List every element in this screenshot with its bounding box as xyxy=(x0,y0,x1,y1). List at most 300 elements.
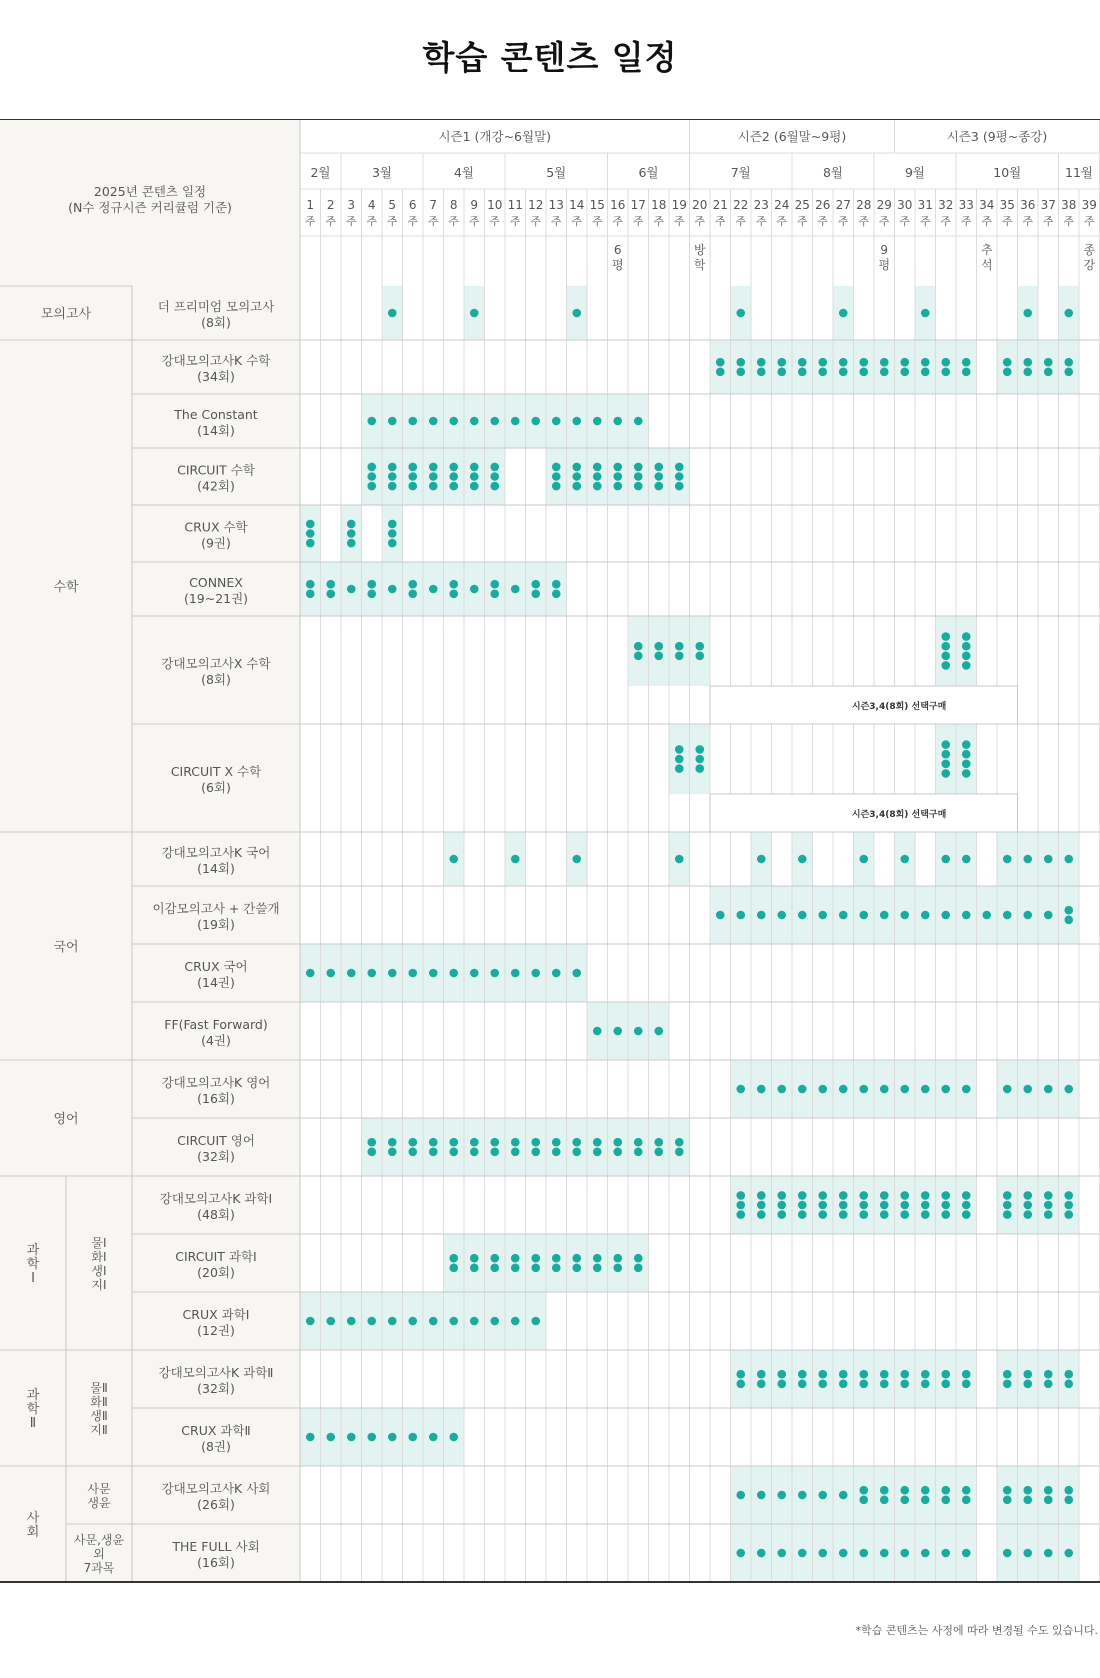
schedule-dot xyxy=(470,1264,479,1273)
schedule-dot xyxy=(593,1138,602,1147)
schedule-dot xyxy=(449,580,458,589)
schedule-dot xyxy=(449,1264,458,1273)
schedule-dot xyxy=(1064,1496,1073,1505)
week-number-label: 11 xyxy=(507,198,523,212)
highlight-cell xyxy=(546,1234,567,1292)
schedule-dot xyxy=(490,472,499,481)
highlight-cell xyxy=(1018,1466,1039,1524)
row-name-label: CRUX 국어 xyxy=(184,959,248,974)
schedule-dot xyxy=(593,1027,602,1036)
schedule-dot xyxy=(777,1549,786,1558)
schedule-dot xyxy=(941,652,950,661)
schedule-dot xyxy=(654,1148,663,1157)
schedule-dot xyxy=(962,750,971,759)
schedule-dot xyxy=(367,969,376,978)
highlight-cell xyxy=(444,1234,465,1292)
schedule-dot xyxy=(921,368,930,377)
highlight-cell xyxy=(403,1118,424,1176)
schedule-dot xyxy=(962,1549,971,1558)
schedule-dot xyxy=(675,764,684,773)
schedule-dot xyxy=(757,1380,766,1389)
group-label: 모의고사 xyxy=(40,307,92,322)
week-suffix-label: 주 xyxy=(489,215,501,228)
schedule-dot xyxy=(613,1254,622,1263)
subgroup-label: 화Ⅰ xyxy=(91,1250,107,1264)
schedule-dot xyxy=(880,1201,889,1210)
schedule-dot xyxy=(470,482,479,491)
schedule-dot xyxy=(429,969,438,978)
week-number-label: 39 xyxy=(1081,198,1097,212)
schedule-dot xyxy=(941,1201,950,1210)
schedule-dot xyxy=(470,1254,479,1263)
schedule-dot xyxy=(511,855,520,864)
highlight-cell xyxy=(649,1118,670,1176)
schedule-dot xyxy=(859,1496,868,1505)
highlight-cell xyxy=(1038,1350,1059,1408)
schedule-dot xyxy=(695,652,704,661)
week-suffix-label: 주 xyxy=(776,215,788,228)
schedule-dot xyxy=(962,1201,971,1210)
highlight-cell xyxy=(772,1350,793,1408)
highlight-cell xyxy=(1018,340,1039,394)
schedule-dot xyxy=(552,1138,561,1147)
schedule-dot xyxy=(736,358,745,367)
subgroup-label: 생윤 xyxy=(87,1496,111,1510)
week-suffix-label: 주 xyxy=(1063,215,1075,228)
schedule-dot xyxy=(449,1433,458,1442)
schedule-dot xyxy=(941,855,950,864)
schedule-dot xyxy=(593,472,602,481)
schedule-dot xyxy=(388,529,397,538)
highlight-cell xyxy=(362,562,383,616)
schedule-dot xyxy=(1044,1496,1053,1505)
schedule-dot xyxy=(552,463,561,472)
schedule-dot xyxy=(675,745,684,754)
schedule-dot xyxy=(408,969,417,978)
schedule-dot xyxy=(1023,1201,1032,1210)
schedule-dot xyxy=(593,1254,602,1263)
schedule-dot xyxy=(449,463,458,472)
schedule-dot xyxy=(962,661,971,670)
schedule-dot xyxy=(1044,368,1053,377)
week-suffix-label: 주 xyxy=(1083,215,1095,228)
schedule-dot xyxy=(675,463,684,472)
schedule-dot xyxy=(634,1027,643,1036)
schedule-dot xyxy=(777,358,786,367)
schedule-dot xyxy=(531,1254,540,1263)
schedule-dot xyxy=(1044,1085,1053,1094)
week-number-label: 18 xyxy=(651,198,667,212)
schedule-dot xyxy=(839,1549,848,1558)
week-suffix-label: 주 xyxy=(837,215,849,228)
schedule-dot xyxy=(572,472,581,481)
schedule-dot xyxy=(675,1138,684,1147)
highlight-cell xyxy=(833,1350,854,1408)
schedule-dot xyxy=(429,1433,438,1442)
schedule-dot xyxy=(613,1027,622,1036)
schedule-dot xyxy=(490,969,499,978)
row-name-label: CRUX 과학Ⅱ xyxy=(181,1423,251,1438)
week-number-label: 14 xyxy=(569,198,585,212)
schedule-dot xyxy=(531,969,540,978)
schedule-dot xyxy=(654,652,663,661)
schedule-dot xyxy=(777,1380,786,1389)
schedule-dot xyxy=(757,1549,766,1558)
highlight-cell xyxy=(1059,886,1080,944)
schedule-dot xyxy=(900,1549,909,1558)
highlight-cell xyxy=(464,1118,485,1176)
week-number-label: 22 xyxy=(733,198,749,212)
schedule-dot xyxy=(900,1085,909,1094)
highlight-cell xyxy=(444,562,465,616)
schedule-dot xyxy=(511,585,520,594)
row-count-label: (9권) xyxy=(201,535,231,551)
schedule-dot xyxy=(572,855,581,864)
schedule-dot xyxy=(388,309,397,318)
highlight-cell xyxy=(505,1118,526,1176)
week-suffix-label: 주 xyxy=(817,215,829,228)
week-number-label: 10 xyxy=(487,198,503,212)
week-number-label: 6 xyxy=(408,198,417,212)
highlight-cell xyxy=(1018,1350,1039,1408)
schedule-dot xyxy=(818,1191,827,1200)
schedule-dot xyxy=(511,1254,520,1263)
highlight-cell xyxy=(895,340,916,394)
schedule-dot xyxy=(900,1191,909,1200)
schedule-dot xyxy=(1003,1085,1012,1094)
schedule-dot xyxy=(490,590,499,599)
schedule-dot xyxy=(367,417,376,426)
schedule-dot xyxy=(511,417,520,426)
event-label: 6 xyxy=(613,243,622,257)
schedule-dot xyxy=(880,1191,889,1200)
schedule-dot xyxy=(736,1380,745,1389)
schedule-dot xyxy=(941,1191,950,1200)
schedule-dot xyxy=(470,1317,479,1326)
schedule-dot xyxy=(1044,1486,1053,1495)
schedule-dot xyxy=(449,855,458,864)
schedule-dot xyxy=(798,911,807,920)
highlight-cell xyxy=(321,562,342,616)
schedule-dot xyxy=(1023,1549,1032,1558)
schedule-dot xyxy=(962,1486,971,1495)
week-number-label: 28 xyxy=(856,198,872,212)
schedule-dot xyxy=(408,1148,417,1157)
highlight-cell xyxy=(300,562,321,616)
schedule-dot xyxy=(552,1254,561,1263)
schedule-dot xyxy=(306,520,315,529)
schedule-dot xyxy=(921,1201,930,1210)
label-column-bg xyxy=(0,286,300,1582)
schedule-dot xyxy=(736,1191,745,1200)
schedule-dot xyxy=(1023,1191,1032,1200)
highlight-cell xyxy=(608,1234,629,1292)
week-number-label: 5 xyxy=(388,198,397,212)
schedule-dot xyxy=(839,1085,848,1094)
row-count-label: (4권) xyxy=(201,1033,231,1048)
schedule-dot xyxy=(408,580,417,589)
week-suffix-label: 주 xyxy=(612,215,624,228)
highlight-cell xyxy=(813,1350,834,1408)
highlight-cell xyxy=(485,1118,506,1176)
highlight-cell xyxy=(731,1350,752,1408)
subgroup-label: 물Ⅱ xyxy=(90,1381,108,1395)
schedule-dot xyxy=(1023,911,1032,920)
row-count-label: (42회) xyxy=(197,478,235,494)
highlight-cell xyxy=(895,1466,916,1524)
schedule-dot xyxy=(736,911,745,920)
schedule-dot xyxy=(429,585,438,594)
highlight-cell xyxy=(936,724,957,794)
schedule-dot xyxy=(613,1138,622,1147)
schedule-dot xyxy=(613,1264,622,1273)
week-suffix-label: 주 xyxy=(735,215,747,228)
subgroup-label: 화Ⅱ xyxy=(90,1395,108,1409)
schedule-dot xyxy=(1064,1085,1073,1094)
schedule-dot xyxy=(408,1433,417,1442)
highlight-cell xyxy=(997,1466,1018,1524)
schedule-dot xyxy=(593,417,602,426)
highlight-cell xyxy=(1038,1466,1059,1524)
schedule-dot xyxy=(490,1148,499,1157)
week-suffix-label: 주 xyxy=(981,215,993,228)
schedule-dot xyxy=(490,1264,499,1273)
schedule-dot xyxy=(306,1317,315,1326)
schedule-dot xyxy=(675,482,684,491)
schedule-dot xyxy=(757,368,766,377)
schedule-dot xyxy=(941,1486,950,1495)
group-label: 회 xyxy=(26,1525,40,1540)
group-label: 과 xyxy=(26,1388,40,1403)
highlight-cell xyxy=(915,1466,936,1524)
schedule-dot xyxy=(1044,1549,1053,1558)
group-label: 사 xyxy=(26,1511,40,1526)
schedule-dot xyxy=(408,1138,417,1147)
row-name-label: CIRCUIT X 수학 xyxy=(170,764,262,779)
schedule-dot xyxy=(306,590,315,599)
schedule-dot xyxy=(388,472,397,481)
schedule-dot xyxy=(470,969,479,978)
row-count-label: (20회) xyxy=(197,1265,235,1280)
row-count-label: (19~21권) xyxy=(183,591,249,606)
schedule-dot xyxy=(839,1370,848,1379)
row-name-label: CIRCUIT 영어 xyxy=(177,1133,255,1148)
schedule-dot xyxy=(962,855,971,864)
highlight-cell xyxy=(382,1118,403,1176)
schedule-dot xyxy=(675,642,684,651)
schedule-dot xyxy=(695,642,704,651)
schedule-dot xyxy=(408,590,417,599)
highlight-cell xyxy=(464,1234,485,1292)
row-name-label: CIRCUIT 과학Ⅰ xyxy=(175,1249,257,1264)
schedule-dot xyxy=(470,417,479,426)
week-number-label: 3 xyxy=(347,198,356,212)
schedule-dot xyxy=(490,580,499,589)
schedule-dot xyxy=(449,472,458,481)
schedule-dot xyxy=(654,642,663,651)
group-label: Ⅱ xyxy=(29,1416,37,1431)
schedule-dot xyxy=(531,580,540,589)
schedule-dot xyxy=(531,1148,540,1157)
schedule-dot xyxy=(736,1491,745,1500)
schedule-dot xyxy=(326,1317,335,1326)
highlight-cell xyxy=(895,1350,916,1408)
schedule-dot xyxy=(347,520,356,529)
event-label: 방 xyxy=(693,243,706,257)
schedule-dot xyxy=(736,1549,745,1558)
group-label: 국어 xyxy=(53,940,79,955)
schedule-dot xyxy=(593,463,602,472)
schedule-dot xyxy=(572,1148,581,1157)
month-label: 6월 xyxy=(638,165,659,180)
row-count-label: (32회) xyxy=(197,1149,235,1164)
week-number-label: 35 xyxy=(999,198,1015,212)
row-count-label: (14회) xyxy=(197,861,235,876)
schedule-dot xyxy=(1003,1380,1012,1389)
week-number-label: 17 xyxy=(630,198,646,212)
highlight-cell xyxy=(936,1350,957,1408)
event-label: 학 xyxy=(693,258,706,272)
schedule-dot xyxy=(880,1370,889,1379)
schedule-dot xyxy=(388,585,397,594)
row-count-label: (8회) xyxy=(201,672,231,687)
week-suffix-label: 주 xyxy=(448,215,460,228)
row-name-label: 강대모의고사K 과학Ⅱ xyxy=(158,1365,274,1380)
schedule-dot xyxy=(511,1317,520,1326)
row-count-label: (8권) xyxy=(201,1439,231,1454)
schedule-dot xyxy=(675,755,684,764)
schedule-dot xyxy=(839,1380,848,1389)
week-number-label: 29 xyxy=(876,198,892,212)
schedule-dot xyxy=(962,1210,971,1219)
highlight-cell xyxy=(1059,1466,1080,1524)
schedule-dot xyxy=(941,1085,950,1094)
highlight-cell xyxy=(997,340,1018,394)
schedule-dot xyxy=(572,1138,581,1147)
schedule-dot xyxy=(859,1201,868,1210)
row-count-label: (48회) xyxy=(197,1207,235,1222)
schedule-dot xyxy=(880,1549,889,1558)
week-number-label: 20 xyxy=(692,198,708,212)
schedule-dot xyxy=(941,1496,950,1505)
row-count-label: (26회) xyxy=(197,1497,235,1512)
week-suffix-label: 주 xyxy=(714,215,726,228)
schedule-dot xyxy=(839,309,848,318)
row-name-label: 강대모의고사K 영어 xyxy=(161,1075,271,1090)
week-suffix-label: 주 xyxy=(1001,215,1013,228)
schedule-dot xyxy=(1064,1201,1073,1210)
row-count-label: (16회) xyxy=(197,1555,235,1570)
group-label: 수학 xyxy=(53,580,79,595)
schedule-dot xyxy=(1044,1201,1053,1210)
month-label: 7월 xyxy=(730,165,751,180)
week-number-label: 13 xyxy=(548,198,564,212)
schedule-dot xyxy=(654,482,663,491)
row-count-label: (14권) xyxy=(197,975,235,990)
highlight-cell xyxy=(956,1466,977,1524)
schedule-dot xyxy=(839,911,848,920)
week-suffix-label: 주 xyxy=(919,215,931,228)
week-suffix-label: 주 xyxy=(530,215,542,228)
schedule-dot xyxy=(798,855,807,864)
schedule-dot xyxy=(511,1148,520,1157)
schedule-dot xyxy=(593,1264,602,1273)
schedule-dot xyxy=(490,417,499,426)
highlight-cell xyxy=(772,340,793,394)
schedule-dot xyxy=(326,1433,335,1442)
schedule-dot xyxy=(859,1370,868,1379)
corner-label-line1: 2025년 콘텐츠 일정 xyxy=(93,184,207,199)
schedule-dot xyxy=(1064,855,1073,864)
highlight-cell xyxy=(587,1234,608,1292)
schedule-dot xyxy=(326,590,335,599)
highlight-cell xyxy=(608,1118,629,1176)
row-name-label: 강대모의고사K 국어 xyxy=(161,845,271,860)
schedule-dot xyxy=(511,1138,520,1147)
schedule-dot xyxy=(962,368,971,377)
schedule-dot xyxy=(798,1085,807,1094)
highlight-cell xyxy=(669,616,690,686)
subgroup-label: 물Ⅰ xyxy=(91,1236,107,1250)
schedule-dot xyxy=(859,1191,868,1200)
schedule-dot xyxy=(941,740,950,749)
schedule-dot xyxy=(900,911,909,920)
week-number-label: 15 xyxy=(589,198,605,212)
schedule-dot xyxy=(900,1380,909,1389)
schedule-dot xyxy=(880,1380,889,1389)
schedule-dot xyxy=(962,1191,971,1200)
schedule-dot xyxy=(921,309,930,318)
event-label: 평 xyxy=(611,258,624,272)
schedule-dot xyxy=(408,417,417,426)
schedule-dot xyxy=(1064,1370,1073,1379)
subgroup-label: 생Ⅰ xyxy=(91,1264,107,1278)
schedule-dot xyxy=(1003,855,1012,864)
schedule-dot xyxy=(552,580,561,589)
row-name-label: 강대모의고사K 수학 xyxy=(161,353,271,368)
schedule-dot xyxy=(1023,368,1032,377)
schedule-dot xyxy=(736,309,745,318)
schedule-dot xyxy=(531,417,540,426)
schedule-dot xyxy=(1064,358,1073,367)
schedule-dot xyxy=(757,1491,766,1500)
week-number-label: 21 xyxy=(712,198,728,212)
schedule-dot xyxy=(859,1549,868,1558)
schedule-dot xyxy=(634,1148,643,1157)
schedule-dot xyxy=(470,309,479,318)
month-label: 4월 xyxy=(453,165,475,180)
schedule-dot xyxy=(900,368,909,377)
schedule-dot xyxy=(880,1085,889,1094)
schedule-dot xyxy=(695,755,704,764)
schedule-dot xyxy=(490,463,499,472)
schedule-dot xyxy=(572,309,581,318)
schedule-dot xyxy=(572,417,581,426)
row-count-label: (8회) xyxy=(201,315,231,330)
schedule-dot xyxy=(388,417,397,426)
schedule-dot xyxy=(470,585,479,594)
schedule-dot xyxy=(531,1138,540,1147)
highlight-cell xyxy=(526,1118,547,1176)
schedule-dot xyxy=(1023,1486,1032,1495)
week-suffix-label: 주 xyxy=(591,215,603,228)
schedule-dot xyxy=(757,1191,766,1200)
highlight-cell xyxy=(628,616,649,686)
schedule-dot xyxy=(490,1138,499,1147)
schedule-dot xyxy=(1044,911,1053,920)
week-number-label: 33 xyxy=(958,198,974,212)
schedule-dot xyxy=(859,1486,868,1495)
